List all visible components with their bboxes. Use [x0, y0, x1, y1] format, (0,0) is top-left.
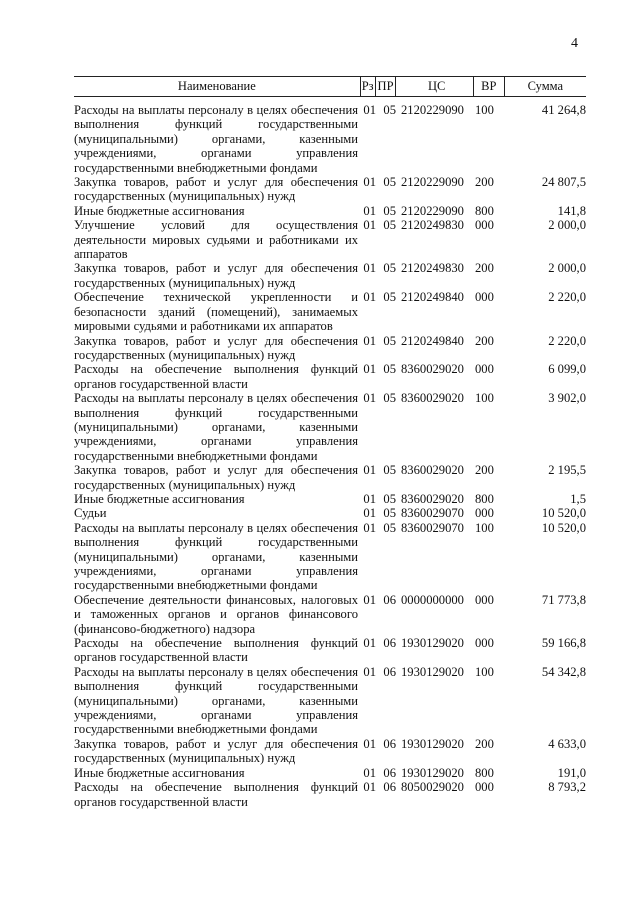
cell-pr: 05	[383, 290, 396, 305]
cell-vr: 800	[475, 203, 494, 218]
cell-cs: 2120229090	[401, 175, 464, 190]
cell-cs: 8360029020	[401, 391, 464, 406]
cell-vr: 800	[475, 491, 494, 506]
cell-rz: 01	[363, 333, 376, 348]
cell-cs: 2120249840	[401, 333, 464, 348]
cell-name: Расходы на выплаты персоналу в целях обеспечения выполнения функций государственными (муниципальными) органами, казенными учреждениями, органами управления государственными внебюджетными фондами	[74, 520, 358, 593]
cell-vr: 000	[475, 362, 494, 377]
header-vr: ВР	[474, 77, 505, 96]
cell-rz: 01	[363, 736, 376, 751]
cell-vr: 200	[475, 261, 494, 276]
table-row	[74, 290, 586, 333]
cell-pr: 05	[383, 463, 396, 478]
cell-vr: 000	[475, 636, 494, 651]
cell-vr: 000	[475, 780, 494, 795]
cell-sum: 1,5	[570, 491, 586, 506]
table-row	[74, 506, 586, 520]
cell-sum: 2 220,0	[548, 333, 586, 348]
page-number: 4	[571, 36, 578, 51]
cell-pr: 06	[383, 765, 396, 780]
cell-name: Обеспечение деятельности финансовых, налоговых и таможенных органов и органов финансового (финансово-бюджетного) надзора	[74, 592, 358, 636]
cell-name: Расходы на обеспечение выполнения функций органов государственной власти	[74, 636, 358, 665]
cell-vr: 800	[475, 765, 494, 780]
cell-pr: 06	[383, 592, 396, 607]
cell-sum: 24 807,5	[541, 175, 586, 190]
cell-pr: 05	[383, 506, 396, 521]
cell-sum: 10 520,0	[541, 506, 586, 521]
cell-pr: 05	[383, 333, 396, 348]
cell-sum: 2 000,0	[548, 218, 586, 233]
cell-sum: 4 633,0	[548, 736, 586, 751]
cell-cs: 8360029020	[401, 362, 464, 377]
cell-name: Обеспечение технической укрепленности и безопасности зданий (помещений), занимаемых мировыми судьями и работниками их аппаратов	[74, 290, 358, 334]
cell-pr: 05	[383, 491, 396, 506]
cell-rz: 01	[363, 592, 376, 607]
cell-sum: 10 520,0	[541, 520, 586, 535]
cell-rz: 01	[363, 636, 376, 651]
cell-name: Закупка товаров, работ и услуг для обеспечения государственных (муниципальных) нужд	[74, 333, 358, 362]
cell-pr: 05	[383, 103, 396, 117]
header-rz: Рз	[361, 77, 376, 96]
cell-sum: 54 342,8	[541, 664, 586, 679]
cell-pr: 06	[383, 736, 396, 751]
cell-pr: 06	[383, 780, 396, 795]
cell-cs: 8360029070	[401, 520, 464, 535]
cell-cs: 2120229090	[401, 203, 464, 218]
cell-cs: 8360029020	[401, 491, 464, 506]
cell-name: Улучшение условий для осуществления деятельности мировых судьями и работниками их аппаратов	[74, 218, 358, 262]
cell-name: Закупка товаров, работ и услуг для обеспечения государственных (муниципальных) нужд	[74, 736, 358, 766]
cell-vr: 100	[475, 664, 494, 679]
cell-sum: 41 264,8	[541, 103, 586, 117]
cell-pr: 05	[383, 362, 396, 377]
cell-cs: 1930129020	[401, 636, 464, 651]
cell-sum: 59 166,8	[541, 636, 586, 651]
cell-pr: 05	[383, 218, 396, 233]
cell-sum: 2 195,5	[548, 463, 586, 478]
cell-sum: 2 220,0	[548, 290, 586, 305]
cell-rz: 01	[363, 175, 376, 190]
cell-rz: 01	[363, 362, 376, 377]
header-pr: ПР	[376, 77, 397, 96]
table-row	[74, 204, 586, 218]
cell-vr: 100	[475, 391, 494, 406]
cell-pr: 05	[383, 203, 396, 218]
header-name: Наименование	[74, 77, 361, 96]
table-row	[74, 261, 586, 290]
cell-name: Расходы на обеспечение выполнения функций органов государственной власти	[74, 780, 358, 809]
cell-rz: 01	[363, 506, 376, 521]
cell-rz: 01	[363, 780, 376, 795]
cell-sum: 191,0	[557, 765, 586, 780]
cell-vr: 000	[475, 592, 494, 607]
table-row	[74, 766, 586, 780]
table-row	[74, 218, 586, 261]
cell-rz: 01	[363, 103, 376, 117]
cell-rz: 01	[363, 391, 376, 406]
table-row	[74, 492, 586, 506]
cell-vr: 200	[475, 333, 494, 348]
header-sum: Сумма	[527, 79, 564, 94]
cell-cs: 2120249830	[401, 261, 464, 276]
cell-cs: 2120249830	[401, 218, 464, 233]
cell-sum: 71 773,8	[541, 592, 586, 607]
cell-rz: 01	[363, 664, 376, 679]
cell-rz: 01	[363, 765, 376, 780]
cell-name: Расходы на выплаты персоналу в целях обеспечения выполнения функций государственными (муниципальными) органами, казенными учреждениями, органами управления государственными внебюджетными фондами	[74, 664, 358, 737]
cell-vr: 000	[475, 218, 494, 233]
cell-vr: 200	[475, 175, 494, 190]
cell-pr: 05	[383, 261, 396, 276]
cell-name: Расходы на обеспечение выполнения функций органов государственной власти	[74, 362, 358, 391]
cell-sum: 3 902,0	[548, 391, 586, 406]
table-row	[74, 334, 586, 363]
table-row	[74, 665, 586, 737]
cell-pr: 05	[383, 175, 396, 190]
table-row	[74, 593, 586, 636]
table-row	[74, 463, 586, 492]
table-row	[74, 521, 586, 593]
cell-cs: 0000000000	[401, 592, 464, 607]
cell-sum: 2 000,0	[548, 261, 586, 276]
cell-cs: 1930129020	[401, 736, 464, 751]
cell-name: Иные бюджетные ассигнования	[74, 491, 245, 506]
cell-pr: 05	[383, 520, 396, 535]
cell-name: Закупка товаров, работ и услуг для обеспечения государственных (муниципальных) нужд	[74, 175, 358, 204]
table-row	[74, 103, 586, 175]
table-row	[74, 636, 586, 665]
cell-cs: 8360029020	[401, 463, 464, 478]
cell-rz: 01	[363, 203, 376, 218]
cell-name: Закупка товаров, работ и услуг для обеспечения государственных (муниципальных) нужд	[74, 261, 358, 290]
cell-cs: 2120229090	[401, 103, 464, 117]
header-cs: ЦС	[396, 77, 473, 96]
cell-name: Иные бюджетные ассигнования	[74, 203, 245, 218]
cell-sum: 6 099,0	[548, 362, 586, 377]
cell-rz: 01	[363, 463, 376, 478]
cell-pr: 06	[383, 664, 396, 679]
cell-name: Закупка товаров, работ и услуг для обеспечения государственных (муниципальных) нужд	[74, 463, 358, 492]
table-body	[74, 97, 586, 809]
cell-cs: 2120249840	[401, 290, 464, 305]
cell-pr: 05	[383, 391, 396, 406]
cell-name: Расходы на выплаты персоналу в целях обеспечения выполнения функций государственными (муниципальными) органами, казенными учреждениями, органами управления государственными внебюджетными фондами	[74, 103, 358, 175]
cell-rz: 01	[363, 520, 376, 535]
table-row	[74, 780, 586, 809]
cell-vr: 200	[475, 736, 494, 751]
cell-sum: 141,8	[557, 203, 586, 218]
cell-rz: 01	[363, 261, 376, 276]
cell-rz: 01	[363, 218, 376, 233]
cell-name: Судьи	[74, 506, 107, 521]
table-row	[74, 362, 586, 391]
cell-vr: 100	[475, 520, 494, 535]
cell-name: Иные бюджетные ассигнования	[74, 765, 245, 780]
cell-rz: 01	[363, 491, 376, 506]
cell-pr: 06	[383, 636, 396, 651]
cell-vr: 100	[475, 103, 494, 117]
cell-rz: 01	[363, 290, 376, 305]
table-row	[74, 391, 586, 463]
cell-cs: 1930129020	[401, 765, 464, 780]
cell-vr: 000	[475, 290, 494, 305]
cell-name: Расходы на выплаты персоналу в целях обеспечения выполнения функций государственными (муниципальными) органами, казенными учреждениями, органами управления государственными внебюджетными фондами	[74, 391, 358, 463]
cell-cs: 8360029070	[401, 506, 464, 521]
budget-table	[74, 76, 586, 809]
cell-sum: 8 793,2	[548, 780, 586, 795]
table-header	[74, 76, 586, 97]
cell-vr: 000	[475, 506, 494, 521]
cell-cs: 8050029020	[401, 780, 464, 795]
table-row	[74, 737, 586, 766]
table-row	[74, 175, 586, 204]
cell-cs: 1930129020	[401, 664, 464, 679]
cell-vr: 200	[475, 463, 494, 478]
